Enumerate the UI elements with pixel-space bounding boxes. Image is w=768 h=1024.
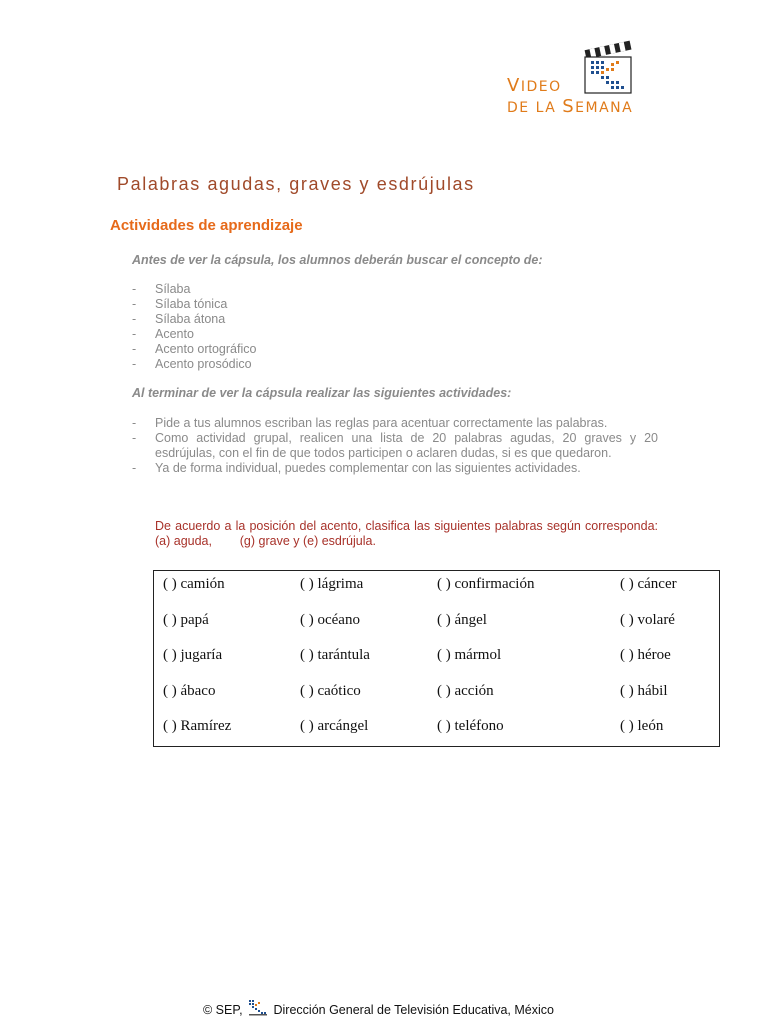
word-item: ( ) lágrima — [300, 576, 364, 592]
word-item: ( ) ábaco — [163, 683, 216, 699]
list-item: - Pide a tus alumnos escriban las reglas para acentuar correctamente las palabras. — [132, 416, 658, 431]
word-item: ( ) jugaría — [163, 647, 223, 663]
words-table — [153, 570, 720, 747]
word-item: ( ) camión — [163, 576, 225, 592]
list-item: - Acento ortográfico — [132, 342, 256, 357]
word-item: ( ) hábil — [620, 683, 668, 699]
video-de-la-semana-logo — [505, 40, 645, 120]
clapperboard-icon — [577, 40, 633, 96]
logo-text-video: VIDEO — [507, 75, 562, 96]
list-item: - Ya de forma individual, puedes complementar con las siguientes actividades. — [132, 461, 658, 476]
footer-institution: Dirección General de Televisión Educativa, México — [270, 1003, 554, 1017]
page-title: Palabras agudas, graves y esdrújulas — [117, 174, 475, 194]
activities-list — [132, 416, 658, 476]
word-item: ( ) ángel — [437, 612, 487, 628]
word-item: ( ) volaré — [620, 612, 675, 628]
word-item: ( ) león — [620, 718, 664, 734]
logo-text-de-la-semana: DE LA SEMANA — [507, 96, 634, 117]
word-item: ( ) papá — [163, 612, 209, 628]
footer-copyright: © SEP, — [203, 1003, 247, 1017]
word-item: ( ) mármol — [437, 647, 502, 663]
exercise-instruction: De acuerdo a la posición del acento, clasifica las siguientes palabras según corresponda: (a) aguda, (g) grave y (e) esdrújula. — [155, 519, 662, 548]
list-item: - Sílaba tónica — [132, 297, 256, 312]
word-item: ( ) Ramírez — [163, 718, 232, 734]
word-item: ( ) caótico — [300, 683, 361, 699]
dgte-logo-icon — [248, 999, 268, 1017]
word-item: ( ) cáncer — [620, 576, 677, 592]
footer — [203, 999, 554, 1017]
word-item: ( ) confirmación — [437, 576, 535, 592]
word-item: ( ) teléfono — [437, 718, 504, 734]
word-item: ( ) héroe — [620, 647, 671, 663]
word-item: ( ) tarántula — [300, 647, 370, 663]
activities-intro: Al terminar de ver la cápsula realizar las siguientes actividades: — [132, 386, 512, 400]
word-item: ( ) arcángel — [300, 718, 369, 734]
list-item: - Sílaba — [132, 282, 256, 297]
concepts-list — [132, 282, 256, 372]
word-item: ( ) océano — [300, 612, 360, 628]
list-item: - Acento — [132, 327, 256, 342]
list-item: - Como actividad grupal, realicen una lista de 20 palabras agudas, 20 graves y 20 esdrújulas, con el fin de que todos participen o aclaren dudas, si es que quedaron. — [132, 431, 658, 461]
list-item: - Acento prosódico — [132, 357, 256, 372]
word-item: ( ) acción — [437, 683, 494, 699]
intro-text: Antes de ver la cápsula, los alumnos deberán buscar el concepto de: — [132, 253, 543, 267]
section-heading: Actividades de aprendizaje — [110, 217, 303, 234]
list-item: - Sílaba átona — [132, 312, 256, 327]
